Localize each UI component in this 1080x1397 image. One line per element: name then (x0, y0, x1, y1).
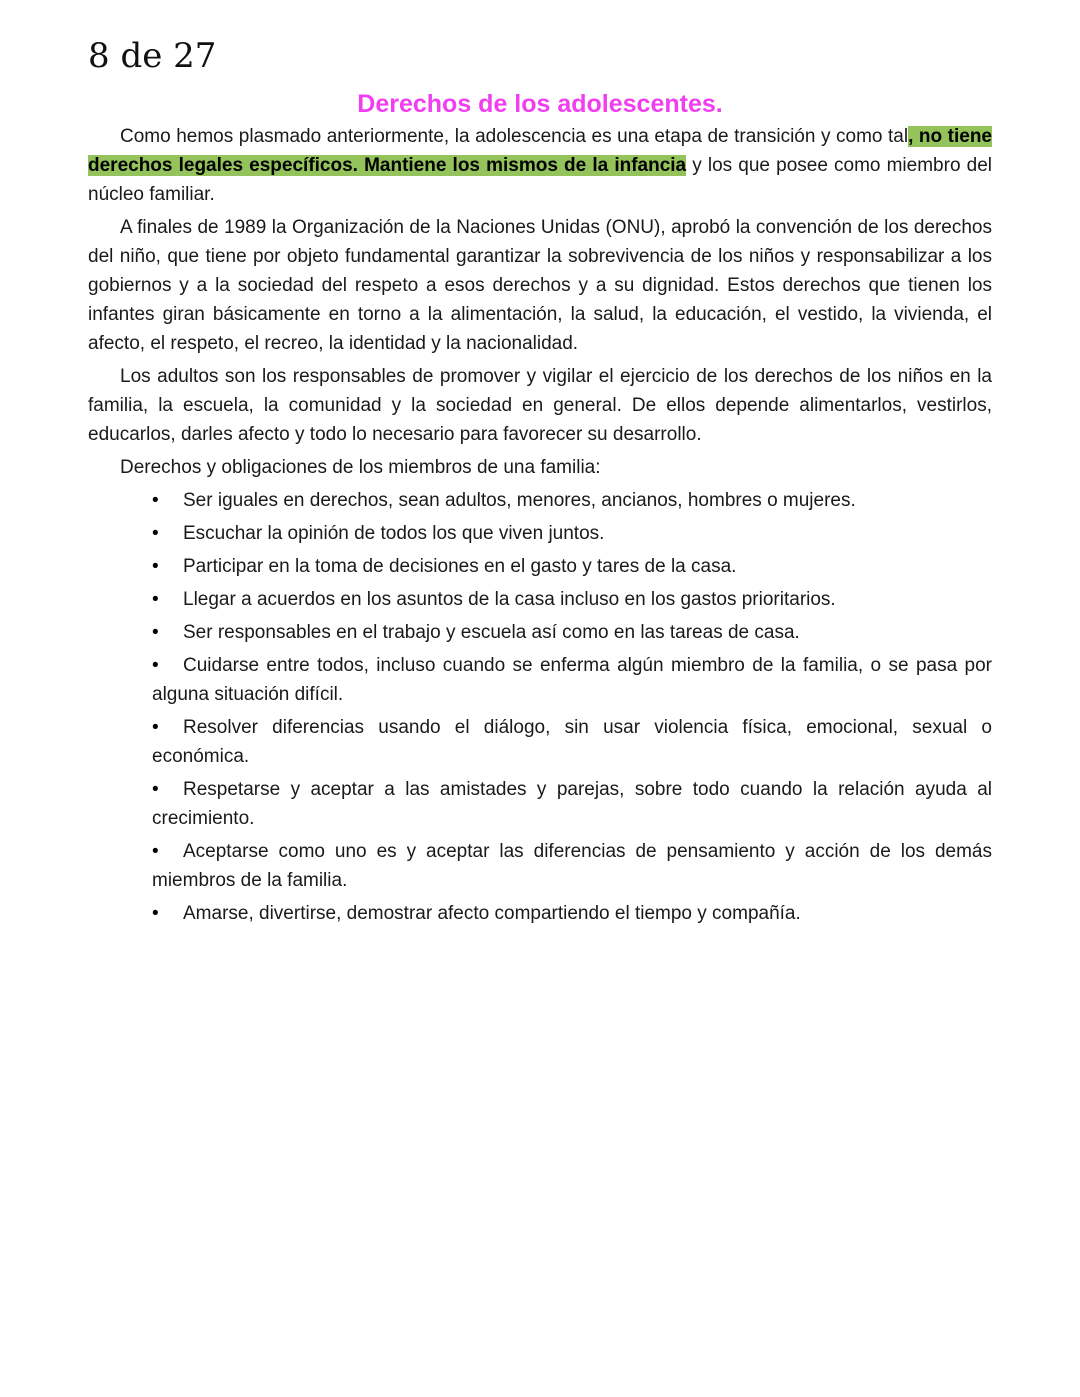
page-number: 8 de 27 (88, 36, 217, 76)
list-item-text: Participar en la toma de decisiones en el gasto y tares de la casa. (183, 556, 737, 577)
bullet-icon: • (152, 490, 159, 511)
list-intro: Derechos y obligaciones de los miembros de una familia: (120, 457, 601, 478)
bullet-icon: • (152, 779, 159, 800)
list-item-text: Aceptarse como uno es y aceptar las diferencias de pensamiento y acción de los demás miembros de la familia. (152, 841, 992, 891)
list-item-text: Resolver diferencias usando el diálogo, sin usar violencia física, emocional, sexual o económica. (152, 717, 992, 767)
document-body (88, 86, 992, 932)
bullet-icon: • (152, 589, 159, 610)
list-item-text: Amarse, divertirse, demostrar afecto compartiendo el tiempo y compañía. (183, 903, 801, 924)
list-item (152, 552, 992, 581)
bullet-icon: • (152, 841, 159, 862)
list-item (152, 585, 992, 614)
list-item-text: Ser iguales en derechos, sean adultos, menores, ancianos, hombres o mujeres. (183, 490, 856, 511)
bullet-icon: • (152, 717, 159, 738)
list-item-text: Cuidarse entre todos, incluso cuando se enferma algún miembro de la familia, o se pasa por alguna situación difícil. (152, 655, 992, 705)
list-item-text: Ser responsables en el trabajo y escuela así como en las tareas de casa. (183, 622, 800, 643)
rights-list (152, 486, 992, 928)
section-title: Derechos de los adolescentes. (357, 90, 723, 118)
list-item (152, 899, 992, 928)
bullet-icon: • (152, 556, 159, 577)
paragraph-onu: A finales de 1989 la Organización de la Naciones Unidas (ONU), aprobó la convención de los derechos del niño, que tiene por objeto fundamental garantizar la sobrevivencia de los niños y responsabilizar a los gobiernos y a la sociedad del respeto a esos derechos y a su dignidad. Estos derechos que tienen los infantes giran básicamente en torno a la alimentación, la salud, la educación, el vestido, la vivienda, el afecto, el respeto, el recreo, la identidad y la nacionalidad. (88, 217, 992, 354)
list-item (152, 775, 992, 833)
paragraph-intro-text: Como hemos plasmado anteriormente, la adolescencia es una etapa de transición y como tal (120, 126, 909, 147)
list-item-text: Escuchar la opinión de todos los que viven juntos. (183, 523, 605, 544)
list-item (152, 618, 992, 647)
list-item-text: Llegar a acuerdos en los asuntos de la casa incluso en los gastos prioritarios. (183, 589, 836, 610)
list-item (152, 837, 992, 895)
list-item (152, 519, 992, 548)
highlighted-text: , no tiene derechos legales específicos. Mantiene los mismos de la infancia (88, 126, 992, 176)
paragraph-intro (88, 122, 992, 209)
list-item (152, 651, 992, 709)
paragraph-adultos: Los adultos son los responsables de promover y vigilar el ejercicio de los derechos de los niños en la familia, la escuela, la comunidad y la sociedad en general. De ellos depende alimentarlos, vestirlos, educarlos, darles afecto y todo lo necesario para favorecer su desarrollo. (88, 366, 992, 445)
list-item-text: Respetarse y aceptar a las amistades y parejas, sobre todo cuando la relación ayuda al crecimiento. (152, 779, 992, 829)
bullet-icon: • (152, 903, 159, 924)
bullet-icon: • (152, 655, 159, 676)
bullet-icon: • (152, 523, 159, 544)
list-item (152, 713, 992, 771)
bullet-icon: • (152, 622, 159, 643)
list-item (152, 486, 992, 515)
paragraph-intro-tail: y los que posee como miembro del núcleo familiar. (88, 155, 992, 205)
